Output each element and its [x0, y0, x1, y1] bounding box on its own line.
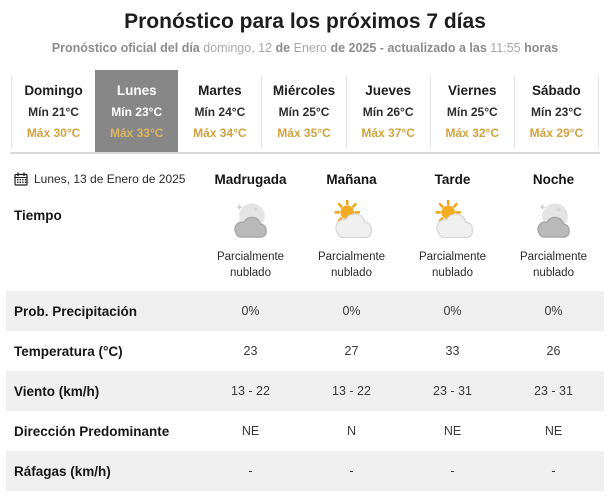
- cell-value: 23 - 31: [433, 384, 472, 399]
- weather-icon: [503, 196, 604, 246]
- max-temp: Máx 35°C: [277, 126, 331, 140]
- min-temp: Mín 24°C: [194, 105, 246, 119]
- table-row-gusts: [6, 451, 604, 491]
- day-tab-miercoles[interactable]: [261, 76, 345, 148]
- subtitle-segment: domingo, 12: [203, 41, 273, 55]
- max-temp: Máx 34°C: [193, 126, 247, 140]
- moon-cloud-icon: [531, 200, 577, 242]
- min-temp: Mín 26°C: [362, 105, 414, 119]
- row-label: Dirección Predominante: [14, 423, 170, 439]
- cell-value: 27: [344, 344, 359, 359]
- period-header-madrugada: Madrugada: [214, 171, 287, 187]
- period-header-manana: Mañana: [326, 171, 377, 187]
- weather-icon: [301, 196, 402, 246]
- condition-label: Parcialmente nublado: [216, 251, 285, 280]
- row-label: Temperatura (°C): [14, 343, 123, 359]
- condition-label: Parcialmente nublado: [418, 251, 487, 280]
- cell-value: -: [450, 464, 455, 479]
- cell-value: NE: [241, 424, 260, 439]
- forecast-subtitle: [0, 41, 610, 56]
- day-name: Jueves: [365, 83, 412, 98]
- table-row-precipitation: [6, 291, 604, 331]
- period-header-noche: Noche: [532, 171, 575, 187]
- day-tab-jueves[interactable]: [346, 76, 430, 148]
- day-tab-lunes[interactable]: [95, 70, 178, 152]
- subtitle-segment: de: [275, 41, 291, 55]
- row-label: Ráfagas (km/h): [14, 463, 111, 479]
- min-temp: Mín 23°C: [531, 105, 582, 119]
- subtitle-segment: Pronóstico oficial del día: [51, 41, 200, 55]
- condition-label: Parcialmente nublado: [317, 251, 386, 280]
- cell-value: 0%: [544, 304, 563, 319]
- cell-value: NE: [443, 424, 462, 439]
- cell-value: 0%: [241, 304, 260, 319]
- subtitle-segment: Enero: [293, 41, 327, 55]
- day-name: Miércoles: [272, 83, 336, 98]
- cell-value: 13 - 22: [231, 384, 270, 399]
- sun-cloud-icon: [329, 200, 375, 242]
- condition-cell: [503, 196, 604, 281]
- cell-value: 23: [243, 344, 258, 359]
- row-label: Prob. Precipitación: [14, 303, 138, 319]
- max-temp: Máx 33°C: [109, 126, 164, 140]
- forecast-table: [6, 291, 604, 491]
- cell-value: 13 - 22: [332, 384, 371, 399]
- table-row-wind: [6, 371, 604, 411]
- subtitle-segment: 11:55: [490, 41, 521, 55]
- weather-icon: [200, 196, 301, 246]
- subtitle-segment: horas: [524, 41, 559, 55]
- cell-value: 26: [546, 344, 561, 359]
- day-name: Lunes: [116, 83, 157, 98]
- condition-cell: [200, 196, 301, 281]
- cell-value: 23 - 31: [534, 384, 573, 399]
- cell-value: NE: [544, 424, 563, 439]
- calendar-icon: [14, 172, 28, 186]
- subtitle-segment: de 2025 - actualizado a las: [330, 41, 487, 55]
- page-title: Pronóstico para los próximos 7 días: [124, 10, 486, 33]
- weather-row-label: Tiempo: [14, 208, 62, 223]
- day-tab-sabado[interactable]: [514, 76, 599, 148]
- tabs-divider: [10, 152, 600, 154]
- moon-cloud-icon: [228, 200, 274, 242]
- max-temp: Máx 30°C: [26, 126, 81, 140]
- table-row-temperature: [6, 331, 604, 371]
- cell-value: -: [349, 464, 354, 479]
- period-header-tarde: Tarde: [434, 171, 471, 187]
- day-tab-domingo[interactable]: [11, 76, 95, 148]
- period-header-row: [6, 166, 604, 192]
- day-name: Sábado: [532, 83, 581, 98]
- selected-date: [6, 172, 200, 186]
- cell-value: -: [248, 464, 253, 479]
- table-row-direction: [6, 411, 604, 451]
- day-name: Viernes: [448, 83, 497, 98]
- cell-value: 0%: [443, 304, 462, 319]
- min-temp: Mín 25°C: [446, 105, 498, 119]
- min-temp: Mín 23°C: [111, 105, 163, 119]
- max-temp: Máx 32°C: [445, 126, 500, 140]
- day-tab-martes[interactable]: [178, 76, 261, 148]
- cell-value: 33: [445, 344, 460, 359]
- cell-value: N: [346, 424, 357, 439]
- cell-value: 0%: [342, 304, 361, 319]
- condition-cell: [301, 196, 402, 281]
- cell-value: -: [551, 464, 556, 479]
- day-tabs: [11, 76, 599, 148]
- day-name: Martes: [198, 83, 242, 98]
- weather-row: [6, 196, 604, 281]
- max-temp: Máx 29°C: [529, 126, 584, 140]
- row-label: Viento (km/h): [14, 383, 100, 399]
- min-temp: Mín 21°C: [28, 105, 79, 119]
- selected-date-label: Lunes, 13 de Enero de 2025: [34, 172, 186, 186]
- day-tab-viernes[interactable]: [430, 76, 514, 148]
- max-temp: Máx 37°C: [361, 126, 415, 140]
- weather-icon: [402, 196, 503, 246]
- condition-cell: [402, 196, 503, 281]
- min-temp: Mín 25°C: [278, 105, 330, 119]
- day-name: Domingo: [24, 83, 83, 98]
- condition-label: Parcialmente nublado: [519, 251, 588, 280]
- sun-cloud-icon: [430, 200, 476, 242]
